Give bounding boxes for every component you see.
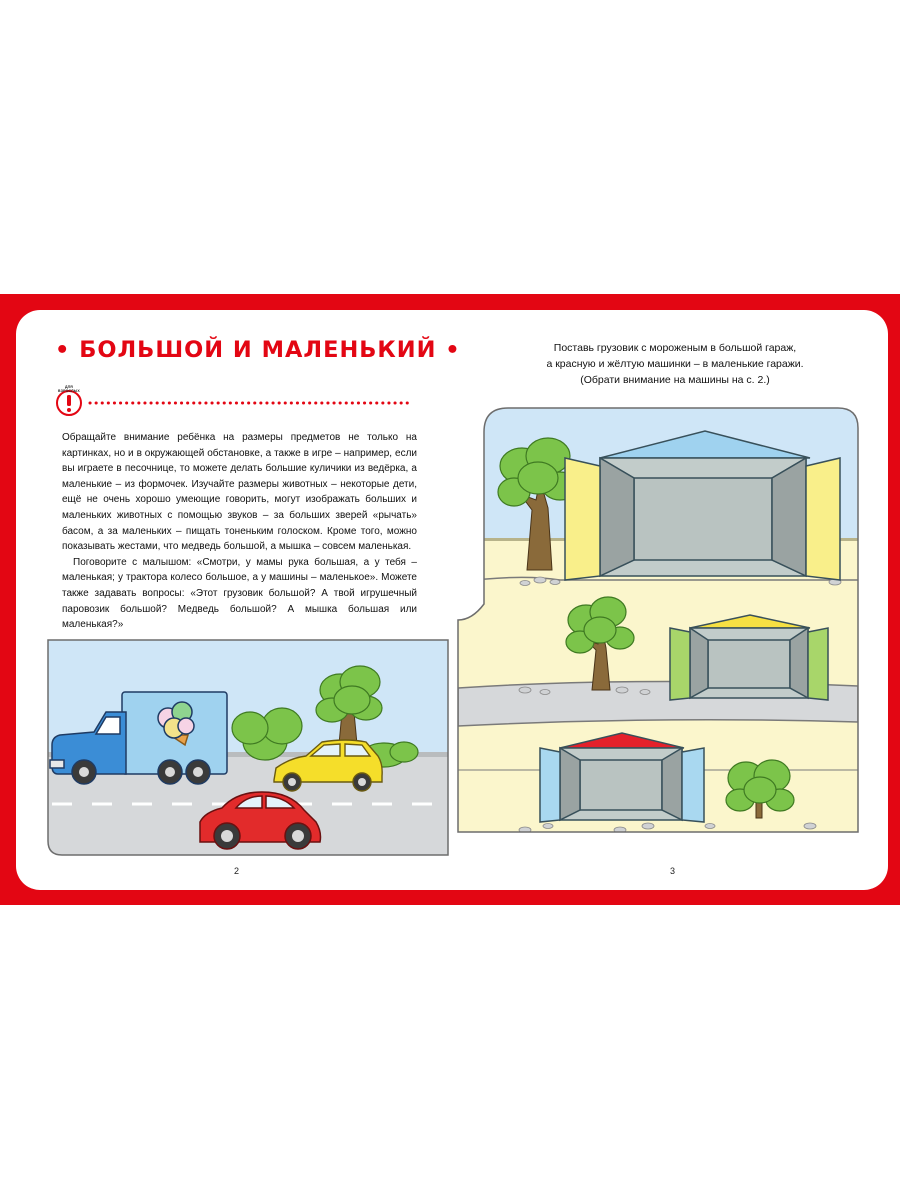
parent-advice-text: [62, 430, 417, 633]
task-instructions: [510, 340, 840, 388]
page-title: • БОЛЬШОЙ И МАЛЕНЬКИЙ •: [55, 337, 461, 363]
instruction-line: Поставь грузовик с мороженым в большой гараж,: [553, 342, 797, 354]
right-garages-scene: [450, 400, 865, 840]
exclamation-badge-icon: [57, 391, 81, 415]
instruction-line: (Обрати внимание на машины на с. 2.): [580, 374, 770, 386]
garage-medium: [670, 615, 828, 700]
paragraph: Поговорите с малышом: «Смотри, у мамы рука большая, а у тебя – маленькая; у трактора колесо большое, а у машины – маленькое». Можете также задавать вопросы: «Этот грузовик большой? А твой игрушечный паровозик большой? Медведь большой? А мышка большая или маленькая?»: [62, 556, 417, 631]
garage-small: [540, 733, 704, 822]
page-number-left: 2: [234, 866, 240, 876]
left-road-scene: [40, 630, 460, 860]
badge-label: ДЛЯ ВЗРОСЛЫХ: [58, 385, 80, 393]
paragraph: Обращайте внимание ребёнка на размеры предметов не только на картинках, но и в окружающей обстановке, а также в игре – например, если вы играете в песочнице, то можете делать большие куличики из ведёрка, а маленькие – из формочек. Изучайте размеры животных – некоторые дети, ещё не очень хорошо умеющие говорить, могут изображать больших и маленьких животных с помощью звуков – за больших зверей «рычать» басом, а за маленьких – пищать тоненьким голоском. Кроме того, можно показывать жестами, что медведь большой, а мышка – совсем маленькая.: [62, 432, 417, 553]
bush: [726, 760, 794, 818]
instruction-line: а красную и жёлтую машинки – в маленькие гаражи.: [546, 358, 804, 370]
page-number-right: 3: [670, 866, 676, 876]
